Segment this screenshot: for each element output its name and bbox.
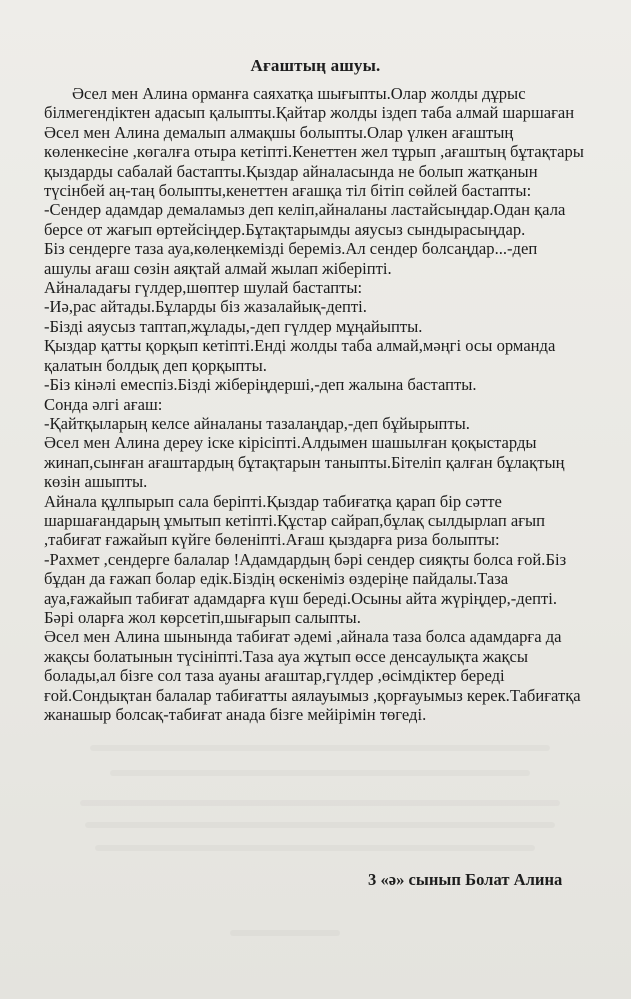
text-line: жақсы болатынын түсініпті.Таза ауа жұтып өссе денсаулықта жақсы xyxy=(44,646,529,666)
show-through-text xyxy=(95,845,535,851)
text-line: Сонда әлгі ағаш: xyxy=(44,394,163,414)
text-line: -Сендер адамдар демаламыз деп келіп,айналаны ластайсыңдар.Одан қала xyxy=(44,200,566,220)
text-line: Қыздар қатты қорқып кетіпті.Енді жолды таба алмай,мәңгі осы орманда xyxy=(44,336,556,356)
text-line: -Қайтқыларың келсе айналаны тазалаңдар,-деп бұйырыпты. xyxy=(44,413,470,433)
text-line: қыздарды сабалай бастапты.Қыздар айналасында не болып жатқанын xyxy=(44,161,538,181)
text-line: ,табиғат ғажайып күйге бөленіпті.Ағаш қыздарға риза болыпты: xyxy=(44,530,500,550)
text-line: көзін ашыпты. xyxy=(44,472,148,492)
text-line: Әсел мен Алина дереу іске кірісіпті.Алдымен шашылған қоқыстарды xyxy=(44,433,537,453)
text-line: -Рахмет ,сендерге балалар !Адамдардың бәрі сендер сияқты болса ғой.Біз xyxy=(44,549,567,569)
show-through-text xyxy=(85,822,555,828)
text-line: Айнала құлпырып сала беріпті.Қыздар табиғатқа қарап бір сәтте xyxy=(44,491,502,511)
text-line: -Иә,рас айтады.Бұларды біз жазалайық-депті. xyxy=(44,297,367,317)
text-line: ауа,ғажайып табиғат адамдарға күш береді.Осыны айта жүріңдер,-депті. xyxy=(44,588,557,608)
text-line: түсінбей аң-таң болыпты,кенеттен ағашқа тіл бітіп сөйлей бастапты: xyxy=(44,181,532,201)
show-through-text xyxy=(110,770,530,776)
text-line: қалатын болдық деп қорқыпты. xyxy=(44,355,267,375)
text-line: ашулы ағаш сөзін аяқтай алмай жылап жіберіпті. xyxy=(44,258,392,278)
author-signature: 3 «ә» сынып Болат Алина xyxy=(368,870,563,889)
show-through-text xyxy=(230,930,340,936)
text-line: болады,ал бізге сол таза ауаны ағаштар,гүлдер ,өсімдіктер береді xyxy=(44,666,505,686)
text-line: -Біз кінәлі емеспіз.Бізді жіберіңдерші,-деп жалына бастапты. xyxy=(44,375,477,395)
document-title: Ағаштың ашуы. xyxy=(250,56,381,75)
text-line: бұдан да ғажап болар едік.Біздің өскеніміз өздеріңе пайдалы.Таза xyxy=(44,569,509,589)
text-line: Айналадағы гүлдер,шөптер шулай бастапты: xyxy=(44,278,363,298)
text-line: шаршағандарың ұмытып кетіпті.Құстар сайрап,бұлақ сылдырлап ағып xyxy=(44,510,546,530)
text-line: берсе от жағып өртейсіңдер.Бұтақтарымды аяусыз сындырасыңдар. xyxy=(44,219,526,239)
text-line: Әсел мен Алина орманға саяхатқа шығыпты.Олар жолды дұрыс xyxy=(72,84,526,103)
text-line: жанашыр болсақ-табиғат анада бізге мейірімін төгеді. xyxy=(44,705,427,724)
text-line: Біз сендерге таза ауа,көлеңкемізді береміз.Ал сендер болсаңдар...-деп xyxy=(44,239,538,259)
text-line: -Бізді аяусыз таптап,жұлады,-деп гүлдер мұңайыпты. xyxy=(44,316,423,336)
text-line: білмегендіктен адасып қалыпты.Қайтар жолды іздеп таба алмай шаршаған xyxy=(44,103,575,123)
text-line: Әсел мен Алина демалып алмақшы болыпты.Олар үлкен ағаштың xyxy=(44,122,514,142)
show-through-text xyxy=(80,800,560,806)
show-through-text xyxy=(90,745,550,751)
text-line: ғой.Сондықтан балалар табиғатты аялауымыз ,қорғауымыз керек.Табиғатқа xyxy=(44,685,581,705)
story-body xyxy=(44,84,604,724)
text-line: жинап,сынған ағаштардың бұтақтарын таныпты.Бітеліп қалған бұлақтың xyxy=(44,452,565,472)
text-line: Әсел мен Алина шынында табиғат әдемі ,айнала таза болса адамдарға да xyxy=(44,627,562,647)
text-line: көленкесіне ,көгалға отыра кетіпті.Кенеттен жел тұрып ,ағаштың бұтақтары xyxy=(44,142,584,162)
text-line: Бәрі оларға жол көрсетіп,шығарып салыпты. xyxy=(44,607,361,627)
